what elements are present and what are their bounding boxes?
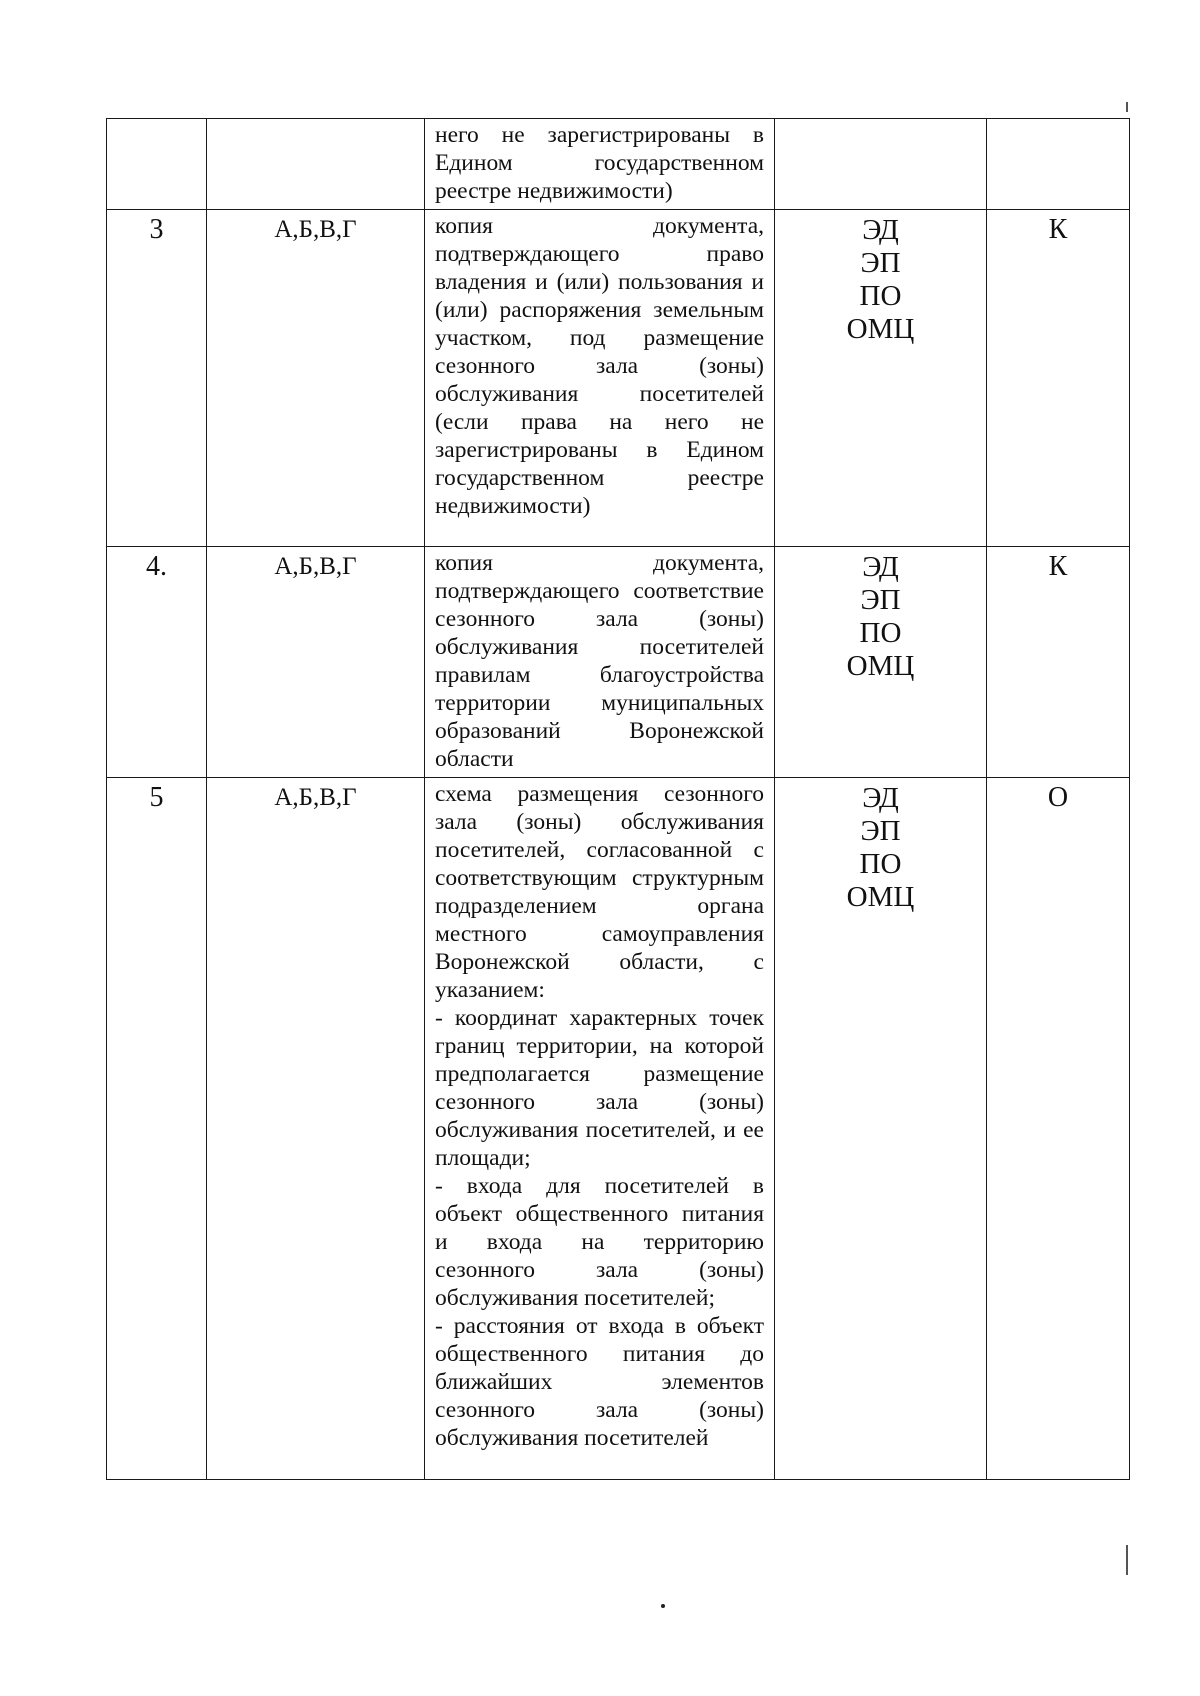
row-type: К	[987, 210, 1130, 547]
requirements-table	[106, 118, 1130, 1480]
form-item: ОМЦ	[846, 313, 915, 345]
row-number: 3	[107, 210, 207, 547]
row-number: 4.	[107, 547, 207, 778]
number-cell	[107, 119, 207, 210]
row-number: 5	[107, 778, 207, 1480]
form-item: ЭД	[862, 551, 899, 583]
row-forms	[775, 778, 987, 1480]
type-cell	[987, 119, 1130, 210]
form-item: ЭД	[862, 782, 899, 814]
form-item: ЭП	[860, 584, 901, 616]
form-item: ОМЦ	[846, 650, 915, 682]
form-item: ЭД	[862, 214, 899, 246]
table-row	[107, 547, 1130, 778]
row-forms	[775, 210, 987, 547]
table-row	[107, 210, 1130, 547]
scan-dot	[661, 1604, 665, 1608]
row-categories: А,Б,В,Г	[207, 778, 425, 1480]
row-description: копия документа, подтверждающего право владения и (или) пользования и (или) распоряжения земельным участком, под размещение сезонного зала (зоны) обслуживания посетителей (если права на него не зарегистрированы в Едином государственном реестре недвижимости)	[425, 210, 775, 547]
row-description: копия документа, подтверждающего соответствие сезонного зала (зоны) обслуживания посетителей правилам благоустройства территории муниципальных образований Воронежской области	[425, 547, 775, 778]
row-type: К	[987, 547, 1130, 778]
row-categories: А,Б,В,Г	[207, 547, 425, 778]
form-item: ЭП	[860, 815, 901, 847]
form-item: ПО	[859, 617, 902, 649]
categories-cell	[207, 119, 425, 210]
row-categories: А,Б,В,Г	[207, 210, 425, 547]
table-row	[107, 778, 1130, 1480]
row-forms	[775, 547, 987, 778]
forms-cell	[775, 119, 987, 210]
form-item: ЭП	[860, 247, 901, 279]
row-type: О	[987, 778, 1130, 1480]
description-cell: него не зарегистрированы в Едином государственном реестре недвижимости)	[425, 119, 775, 210]
scan-mark	[1126, 1545, 1128, 1575]
form-item: ПО	[859, 280, 902, 312]
form-item: ОМЦ	[846, 881, 915, 913]
form-item: ПО	[859, 848, 902, 880]
row-description: схема размещения сезонного зала (зоны) обслуживания посетителей, согласованной с соответствующим структурным подразделением органа местного самоуправления Воронежской области, с указанием: - координат характерных точек границ территории, на которой предполагается размещение сезонного зала (зоны) обслуживания посетителей, и ее площади; - входа для посетителей в объект общественного питания и входа на территорию сезонного зала (зоны) обслуживания посетителей; - расстояния от входа в объект общественного питания до ближайших элементов сезонного зала (зоны) обслуживания посетителей	[425, 778, 775, 1480]
table-row-continuation	[107, 119, 1130, 210]
scan-mark	[1126, 102, 1128, 112]
